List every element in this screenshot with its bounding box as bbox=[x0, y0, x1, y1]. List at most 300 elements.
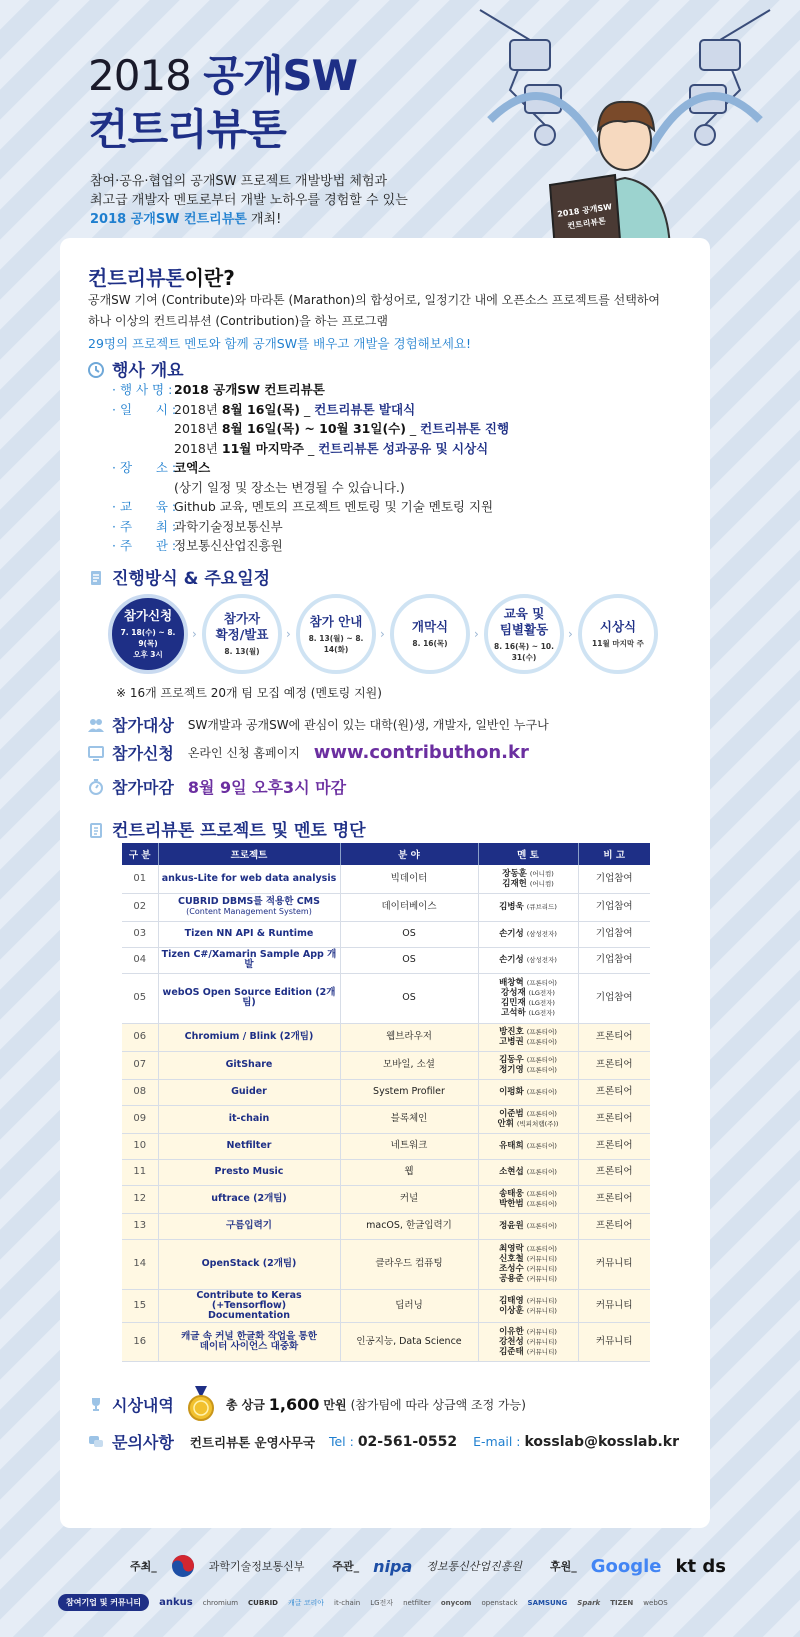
mentor-heading-text: 컨트리뷰톤 프로젝트 및 멘토 명단 bbox=[112, 821, 366, 841]
mentor-affiliation: (삼성전자) bbox=[526, 930, 557, 938]
step-guide bbox=[296, 594, 376, 674]
mentor-affiliation: (커뮤니티) bbox=[526, 1255, 557, 1263]
cell-project bbox=[158, 1322, 340, 1361]
cell-project bbox=[158, 893, 340, 921]
process-heading-text: 진행방식 & 주요일정 bbox=[112, 569, 271, 589]
mentor-affiliation: (LG전자) bbox=[528, 1009, 555, 1017]
mentor-affiliation: (프론티어) bbox=[526, 1088, 557, 1096]
mentor-affiliation: (커뮤니티) bbox=[526, 1327, 557, 1336]
prize-note: (참가팀에 따라 상금액 조정 가능) bbox=[350, 1397, 526, 1412]
cell-mentors bbox=[478, 1023, 578, 1051]
mentor-affiliation: (커뮤니티) bbox=[526, 1337, 557, 1346]
mentor-affiliation: (프론티어) bbox=[526, 1056, 557, 1064]
col-header: 멘 토 bbox=[478, 843, 578, 865]
mentor-name: 최영락 bbox=[499, 1244, 524, 1254]
mentor-name: 김민재 bbox=[501, 998, 526, 1008]
org-value: 정보통신산업진흥원 bbox=[174, 538, 283, 553]
intro-line1: 공개SW 기여 (Contribute)와 마라톤 (Marathon)의 합성어로, 일정기간 내에 오픈소스 프로젝트를 선택하여 bbox=[88, 293, 660, 307]
cell-no: 06 bbox=[122, 1023, 158, 1051]
tel-value[interactable]: 02-561-0552 bbox=[357, 1433, 458, 1450]
mentor-affiliation: (커뮤니티) bbox=[526, 1275, 557, 1283]
mentor-entry bbox=[481, 869, 576, 879]
stopwatch-icon bbox=[88, 779, 104, 795]
table-header-row bbox=[122, 843, 650, 865]
table-row bbox=[122, 921, 650, 947]
cell-project bbox=[158, 865, 340, 893]
document-icon bbox=[88, 570, 104, 586]
cell-project bbox=[158, 1051, 340, 1079]
cell-mentors bbox=[478, 1079, 578, 1105]
cell-mentors bbox=[478, 1322, 578, 1361]
cell-no: 02 bbox=[122, 893, 158, 921]
step-title: 시상식 bbox=[599, 619, 637, 634]
step-date: 11월 마지막 주 bbox=[592, 639, 644, 648]
mentor-affiliation: (어니컴) bbox=[529, 879, 554, 888]
mentor-affiliation: (프론티어) bbox=[526, 1066, 557, 1074]
intro-body bbox=[88, 290, 688, 332]
event-heading-text: 행사 개요 bbox=[112, 361, 184, 381]
step-award bbox=[578, 594, 658, 674]
cell-no: 09 bbox=[122, 1105, 158, 1133]
partner-logo: webOS bbox=[643, 1598, 668, 1607]
cell-project bbox=[158, 1185, 340, 1213]
table-row bbox=[122, 1105, 650, 1133]
table-row bbox=[122, 1289, 650, 1322]
event-label: · 장 소 : bbox=[112, 460, 177, 475]
chevron-right-icon: › bbox=[286, 627, 291, 641]
mentor-name: 정기영 bbox=[499, 1065, 524, 1075]
cell-field: OS bbox=[340, 947, 478, 973]
table-row bbox=[122, 1213, 650, 1239]
prize-unit: 만원 bbox=[323, 1397, 347, 1412]
project-name: uftrace (2개팀) bbox=[211, 1193, 287, 1204]
cell-mentors bbox=[478, 1133, 578, 1159]
cell-project bbox=[158, 1213, 340, 1239]
event-label-blank bbox=[112, 439, 174, 459]
mentor-name: 소현섭 bbox=[499, 1167, 524, 1177]
project-name: Tizen NN API & Runtime bbox=[184, 928, 314, 939]
apply-url-link[interactable]: www.contributhon.kr bbox=[313, 742, 529, 763]
project-name: GitShare bbox=[225, 1059, 273, 1070]
mentor-name: 공용준 bbox=[499, 1274, 524, 1284]
cell-note: 기업참여 bbox=[578, 893, 650, 921]
mentor-entry bbox=[481, 1264, 576, 1274]
cell-field: OS bbox=[340, 921, 478, 947]
hero-title1: 공개SW bbox=[203, 51, 357, 100]
mentor-name: 고석하 bbox=[501, 1008, 526, 1018]
cell-mentors bbox=[478, 1159, 578, 1185]
event-row-date bbox=[112, 400, 509, 420]
table-row bbox=[122, 947, 650, 973]
step-date: 8. 13(월) bbox=[224, 647, 260, 656]
mentor-affiliation: (어니컴) bbox=[529, 869, 554, 878]
project-name: 캐글 속 커널 한글화 작업을 통한 데이터 사이언스 대중화 bbox=[181, 1330, 317, 1352]
mentor-entry bbox=[481, 978, 576, 988]
ktds-logo: kt ds bbox=[675, 1555, 726, 1577]
step-title: 참가신청 bbox=[123, 608, 173, 623]
deadline-row bbox=[88, 775, 346, 798]
cell-field: 웹 bbox=[340, 1159, 478, 1185]
event-label: · 교 육 : bbox=[112, 499, 177, 514]
mentor-entry bbox=[481, 1055, 576, 1065]
deadline-label: 참가마감 bbox=[112, 778, 174, 797]
place-note: (상기 일정 및 장소는 변경될 수 있습니다.) bbox=[174, 479, 405, 495]
cell-field: 데이터베이스 bbox=[340, 893, 478, 921]
mentor-name: 신호철 bbox=[499, 1254, 524, 1264]
mentor-name: 이펑화 bbox=[499, 1087, 524, 1097]
event-label: · 행 사 명 : bbox=[112, 382, 173, 397]
cell-mentors bbox=[478, 1289, 578, 1322]
cell-mentors bbox=[478, 1051, 578, 1079]
table-row bbox=[122, 1133, 650, 1159]
partners-badge: 참여기업 및 커뮤니티 bbox=[58, 1594, 149, 1611]
mentor-heading bbox=[88, 816, 366, 841]
event-label-blank bbox=[112, 419, 174, 439]
mentor-name: 박한범 bbox=[499, 1199, 524, 1209]
partner-logo: TIZEN bbox=[610, 1598, 634, 1607]
mentor-entry bbox=[481, 1199, 576, 1209]
cell-note: 프론티어 bbox=[578, 1051, 650, 1079]
date1-desc: 컨트리뷰톤 발대식 bbox=[314, 401, 416, 417]
cell-no: 15 bbox=[122, 1289, 158, 1322]
table-row bbox=[122, 1185, 650, 1213]
step-date: 8. 13(월) ~ 8. 14(화) bbox=[308, 633, 364, 654]
mentor-entry bbox=[481, 1337, 576, 1347]
hero-year: 2018 bbox=[88, 51, 191, 100]
partner-logo: 캐글 코리아 bbox=[288, 1598, 325, 1607]
target-label: 참가대상 bbox=[112, 716, 174, 735]
project-name: ankus-Lite for web data analysis bbox=[161, 872, 337, 884]
cell-no: 10 bbox=[122, 1133, 158, 1159]
mentor-name: 이유한 bbox=[499, 1326, 524, 1337]
event-list bbox=[112, 380, 509, 556]
cell-note: 기업참여 bbox=[578, 947, 650, 973]
mentor-entry bbox=[481, 1327, 576, 1337]
mentor-entry bbox=[481, 1244, 576, 1254]
cell-field: 웹브라우저 bbox=[340, 1023, 478, 1051]
mentor-affiliation: (프론티어) bbox=[526, 1028, 557, 1036]
cell-no: 05 bbox=[122, 973, 158, 1023]
mentor-entry bbox=[481, 1306, 576, 1316]
mentor-entry bbox=[481, 879, 576, 889]
partner-logo: SAMSUNG bbox=[527, 1598, 568, 1607]
mentor-entry bbox=[481, 1274, 576, 1284]
partner-logo: onycom bbox=[440, 1598, 472, 1607]
email-link[interactable]: kosslab@kosslab.kr bbox=[524, 1433, 680, 1450]
sponsor-label: 후원_ bbox=[549, 1560, 577, 1573]
cell-note: 프론티어 bbox=[578, 1023, 650, 1051]
event-label-blank bbox=[112, 478, 174, 498]
cell-field: 모바일, 소셜 bbox=[340, 1051, 478, 1079]
cell-field: 딥러닝 bbox=[340, 1289, 478, 1322]
date3-desc: 컨트리뷰톤 성과공유 및 시상식 bbox=[318, 440, 489, 456]
cell-project bbox=[158, 1159, 340, 1185]
step-title: 참가자 확정/발표 bbox=[215, 611, 269, 642]
mentor-table-body bbox=[122, 865, 650, 1361]
step-title: 교육 및 팀별활동 bbox=[499, 605, 549, 637]
event-row-org bbox=[112, 536, 509, 556]
event-label: · 일 시 : bbox=[112, 401, 177, 417]
cell-note: 커뮤니티 bbox=[578, 1289, 650, 1322]
cell-mentors bbox=[478, 1213, 578, 1239]
trophy-icon bbox=[88, 1396, 104, 1412]
step-education bbox=[484, 594, 564, 674]
cell-project bbox=[158, 921, 340, 947]
intro-handwriting: 29명의 프로젝트 멘토와 함께 공개SW를 배우고 개발을 경험해보세요! bbox=[88, 336, 471, 351]
hero-desc-end: 개최! bbox=[246, 212, 282, 227]
laptop-text-line2: 컨트리뷰톤 bbox=[566, 216, 607, 231]
chevron-right-icon: › bbox=[474, 627, 479, 641]
hero-desc-highlight: 2018 공개SW 컨트리뷰톤 bbox=[90, 212, 247, 227]
mentor-name: 이상훈 bbox=[499, 1305, 524, 1316]
event-row-name bbox=[112, 380, 509, 400]
tel-label: Tel : bbox=[328, 1434, 354, 1449]
col-header: 구 분 bbox=[122, 843, 158, 865]
mentor-name: 김재헌 bbox=[502, 878, 527, 889]
event-row-date3 bbox=[112, 439, 509, 459]
deadline-value: 8월 9일 오후3시 마감 bbox=[187, 778, 347, 797]
mentor-affiliation: (프론티어) bbox=[526, 1190, 557, 1198]
cell-field: 네트워크 bbox=[340, 1133, 478, 1159]
mentor-table bbox=[122, 843, 650, 1362]
monitor-icon bbox=[88, 745, 104, 761]
cell-note: 기업참여 bbox=[578, 865, 650, 893]
date2-bold: 8월 16일(목) ~ 10월 31일(수) bbox=[221, 421, 406, 436]
project-name: webOS Open Source Edition (2개팀) bbox=[162, 987, 336, 1008]
step-apply bbox=[108, 594, 188, 674]
cell-note: 프론티어 bbox=[578, 1105, 650, 1133]
mentor-affiliation: (LG전자) bbox=[528, 999, 555, 1007]
cell-field: OS bbox=[340, 973, 478, 1023]
cell-note: 기업참여 bbox=[578, 973, 650, 1023]
partner-logo: chromium bbox=[202, 1598, 239, 1607]
mentor-entry bbox=[481, 929, 576, 939]
step-title: 참가 안내 bbox=[309, 613, 363, 629]
org-name: 정보통신산업진흥원 bbox=[426, 1560, 522, 1573]
chevron-right-icon: › bbox=[192, 627, 197, 641]
step-date: 8. 16(목) ~ 10. 31(수) bbox=[493, 641, 554, 662]
cell-project bbox=[158, 1023, 340, 1051]
mentor-affiliation: (LG전자) bbox=[528, 989, 555, 997]
apply-row bbox=[88, 741, 529, 764]
google-logo: Google bbox=[590, 1555, 662, 1577]
mentor-affiliation: (프론티어) bbox=[526, 1168, 557, 1176]
mentor-name: 김병욱 bbox=[499, 902, 524, 912]
contact-label: 문의사항 bbox=[112, 1433, 174, 1452]
event-row-place-note bbox=[112, 478, 509, 498]
prize-amount: 1,600 bbox=[268, 1394, 320, 1414]
mentor-entry bbox=[481, 998, 576, 1008]
mentor-affiliation: (커뮤니티) bbox=[526, 1296, 557, 1305]
mentor-affiliation: (삼성전자) bbox=[526, 956, 557, 964]
cell-field: 블록체인 bbox=[340, 1105, 478, 1133]
mentor-entry bbox=[481, 902, 576, 912]
cell-note: 기업참여 bbox=[578, 921, 650, 947]
cell-field: 빅데이터 bbox=[340, 865, 478, 893]
cell-no: 11 bbox=[122, 1159, 158, 1185]
event-row-place bbox=[112, 458, 509, 478]
mentor-affiliation: (프론티어) bbox=[526, 1222, 557, 1230]
date3-bold: 11월 마지막주 bbox=[221, 440, 304, 456]
people-icon bbox=[88, 717, 104, 733]
host-value: 과학기술정보통신부 bbox=[174, 518, 283, 534]
cell-no: 01 bbox=[122, 865, 158, 893]
date2-pre: 2018년 bbox=[174, 421, 222, 436]
mentor-name: 손기성 bbox=[499, 955, 524, 965]
cell-note: 프론티어 bbox=[578, 1133, 650, 1159]
partner-logos bbox=[58, 1594, 668, 1611]
mentor-name: 안휘 bbox=[497, 1119, 514, 1129]
table-row bbox=[122, 973, 650, 1023]
cell-project bbox=[158, 1239, 340, 1289]
mentor-affiliation: (프론티어) bbox=[526, 1110, 557, 1118]
chat-icon bbox=[88, 1434, 104, 1450]
intro-line2: 하나 이상의 컨트리뷰션 (Contribution)을 하는 프로그램 bbox=[88, 314, 389, 328]
date1-pre: 2018년 bbox=[174, 401, 222, 417]
cell-project bbox=[158, 1289, 340, 1322]
step-date: 7. 18(수) ~ 8. 9(목) 오후 3시 bbox=[120, 628, 176, 659]
laptop-text-line1: 2018 공개SW bbox=[556, 202, 613, 219]
mentor-name: 강천성 bbox=[499, 1336, 524, 1347]
mentor-affiliation: (커뮤니티) bbox=[526, 1265, 557, 1273]
mentor-entry bbox=[481, 1109, 576, 1119]
partner-logo: ankus bbox=[159, 1597, 193, 1608]
event-label: · 주 관 : bbox=[112, 538, 177, 553]
mentor-entry bbox=[481, 1189, 576, 1199]
mentor-affiliation: (커뮤니티) bbox=[526, 1347, 557, 1356]
cell-no: 03 bbox=[122, 921, 158, 947]
nipa-logo: nipa bbox=[373, 1556, 413, 1576]
gold-medal-icon bbox=[186, 1386, 216, 1422]
cell-mentors bbox=[478, 947, 578, 973]
hero-description bbox=[90, 172, 408, 229]
cell-mentors bbox=[478, 921, 578, 947]
date2-desc: 컨트리뷰톤 진행 bbox=[420, 421, 510, 436]
cell-mentors bbox=[478, 973, 578, 1023]
cell-note: 프론티어 bbox=[578, 1213, 650, 1239]
partner-logo: it-chain bbox=[334, 1598, 361, 1607]
mentor-name: 방진호 bbox=[499, 1027, 524, 1037]
step-opening bbox=[390, 594, 470, 674]
date3-pre: 2018년 bbox=[174, 440, 222, 456]
clipboard-icon bbox=[88, 822, 104, 838]
table-row bbox=[122, 1322, 650, 1361]
event-row-host bbox=[112, 517, 509, 537]
target-value: SW개발과 공개SW에 관심이 있는 대학(원)생, 개발자, 일반인 누구나 bbox=[187, 718, 549, 732]
cell-note: 커뮤니티 bbox=[578, 1239, 650, 1289]
cell-no: 16 bbox=[122, 1322, 158, 1361]
cell-field: 인공지능, Data Science bbox=[340, 1322, 478, 1361]
footer-organizers bbox=[130, 1554, 726, 1578]
mentor-entry bbox=[481, 1065, 576, 1075]
content-card bbox=[60, 238, 710, 1528]
event-name-value: 2018 공개SW 컨트리뷰톤 bbox=[174, 382, 325, 397]
date2-sep: _ bbox=[405, 421, 421, 436]
event-row-edu bbox=[112, 497, 509, 517]
mentor-affiliation: (프론티어) bbox=[526, 1200, 557, 1208]
chevron-right-icon: › bbox=[568, 627, 573, 641]
cell-note: 프론티어 bbox=[578, 1159, 650, 1185]
prize-label: 시상내역 bbox=[112, 1395, 174, 1415]
contact-office: 컨트리뷰톤 운영사무국 bbox=[189, 1434, 315, 1450]
project-name: Chromium / Blink (2개팀) bbox=[184, 1031, 314, 1042]
mentor-entry bbox=[481, 1141, 576, 1151]
cell-no: 08 bbox=[122, 1079, 158, 1105]
mentor-affiliation: (커뮤니티) bbox=[526, 1306, 557, 1315]
cell-mentors bbox=[478, 1185, 578, 1213]
partner-logo: LG전자 bbox=[370, 1598, 394, 1607]
mentor-affiliation: (프론티어) bbox=[526, 1142, 557, 1150]
col-header: 프로젝트 bbox=[158, 843, 340, 865]
step-title: 개막식 bbox=[411, 619, 449, 634]
partner-logo: CUBRID bbox=[248, 1598, 278, 1607]
org-label: 주관_ bbox=[332, 1560, 360, 1573]
mentor-entry bbox=[481, 1296, 576, 1306]
mentor-name: 고병권 bbox=[499, 1037, 524, 1047]
mentor-affiliation: (프론티어) bbox=[526, 1245, 557, 1253]
mentor-name: 송태웅 bbox=[499, 1189, 524, 1199]
partner-logo: openstack bbox=[481, 1598, 518, 1607]
mentor-entry bbox=[481, 1347, 576, 1357]
cell-no: 07 bbox=[122, 1051, 158, 1079]
process-heading bbox=[88, 564, 270, 589]
hero-desc-line1: 참여·공유·협업의 공개SW 프로젝트 개발방법 체험과 bbox=[90, 174, 388, 189]
mentor-name: 김태영 bbox=[499, 1295, 524, 1306]
email-label: E-mail : bbox=[473, 1434, 521, 1449]
table-row bbox=[122, 865, 650, 893]
cell-no: 14 bbox=[122, 1239, 158, 1289]
project-name: Tizen C#/Xamarin Sample App 개발 bbox=[161, 949, 337, 970]
col-header: 분 야 bbox=[340, 843, 478, 865]
cell-no: 12 bbox=[122, 1185, 158, 1213]
partner-logo: Spark bbox=[577, 1598, 601, 1607]
col-header: 비 고 bbox=[578, 843, 650, 865]
process-note: ※ 16개 프로젝트 20개 팀 모집 예정 (멘토링 지원) bbox=[116, 686, 382, 700]
mentor-entry bbox=[481, 1221, 576, 1231]
event-heading bbox=[88, 356, 184, 381]
mentor-name: 강성재 bbox=[501, 988, 526, 998]
cell-no: 04 bbox=[122, 947, 158, 973]
chevron-right-icon: › bbox=[380, 627, 385, 641]
event-row-date2 bbox=[112, 419, 509, 439]
cell-field: 커널 bbox=[340, 1185, 478, 1213]
mentor-entry bbox=[481, 1119, 576, 1129]
mentor-name: 손기성 bbox=[499, 929, 524, 939]
mentor-name: 유태희 bbox=[499, 1141, 524, 1151]
date3-sep: _ bbox=[304, 440, 319, 456]
mentor-entry bbox=[481, 1008, 576, 1018]
step-date: 8. 16(목) bbox=[412, 639, 448, 648]
event-label: · 주 최 : bbox=[112, 518, 177, 534]
project-name: 구름입력기 bbox=[226, 1220, 272, 1231]
cell-project bbox=[158, 973, 340, 1023]
mentor-name: 장동훈 bbox=[502, 868, 527, 879]
mentor-affiliation: (큐브리드) bbox=[526, 903, 557, 911]
date1-bold: 8월 16일(목) bbox=[221, 401, 300, 417]
cell-field: 클라우드 컴퓨팅 bbox=[340, 1239, 478, 1289]
cell-project bbox=[158, 1079, 340, 1105]
project-name: OpenStack (2개팀) bbox=[201, 1258, 297, 1269]
robot-developer-illustration bbox=[470, 0, 790, 260]
cell-note: 프론티어 bbox=[578, 1185, 650, 1213]
partner-logo: netfilter bbox=[403, 1598, 431, 1607]
table-row bbox=[122, 1079, 650, 1105]
project-name: Netfilter bbox=[226, 1140, 272, 1151]
mentor-name: 정윤원 bbox=[499, 1221, 524, 1231]
mentor-entry bbox=[481, 1087, 576, 1097]
project-sub: (Content Management System) bbox=[186, 907, 312, 916]
mentor-name: 배창혁 bbox=[499, 978, 524, 988]
